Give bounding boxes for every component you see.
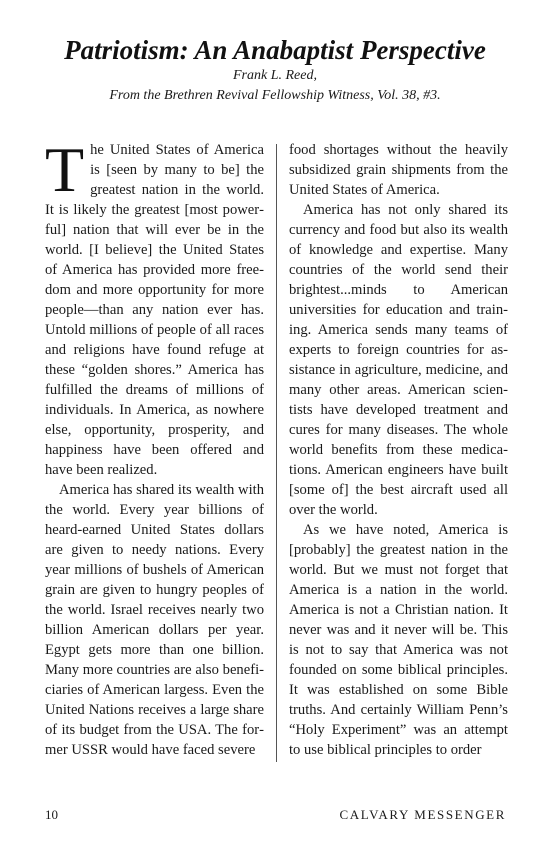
article-source: From the Brethren Revival Fellowship Witness, Vol. 38, #3. xyxy=(109,88,441,103)
article-author: Frank L. Reed, xyxy=(233,68,317,83)
page-number: 10 xyxy=(45,807,58,822)
right-column xyxy=(289,140,508,760)
drop-cap: T xyxy=(45,134,85,205)
paragraph xyxy=(45,134,264,480)
paragraph: America has shared its wealth with the world. Every year billions of heard-earned United States dollars are given to needy nations. Every year millions of bushels of American grain are given to hungry peoples of the world. Israel receives nearly two billion American dollars per year. Egypt gets more than one billion. Many more countries are also beneficiaries of American largess. Even the United Nations receives a large share of its budget from the USA. The former USSR would have faced severe xyxy=(45,482,264,758)
publication-name: CALVARY MESSENGER xyxy=(339,807,506,822)
paragraph-text: he United States of America is [seen by many to be] the greatest nation in the world. It is likely the greatest [most powerful] nation that will ever be in the world. [I believe] the United States of America has provided more freedom and more opportunity for more people—than any nation ever has. Untold millions of people of all races and religions have found refuge at these “golden shores.” America has fulfilled the dreams of millions of individuals. In America, as nowhere else, opportunity, prosperity, and happiness have been offered and have been realized. xyxy=(45,142,264,478)
paragraph: America has not only shared its currency and food but also its wealth of knowledge and expertise. Many countries of the world send their brightest...minds to American universities for education and training. America sends many teams of experts to foreign countries for assistance in agriculture, medicine, and many other areas. American scientists have developed treatment and cures for many diseases. The whole world benefits from these medications. American engineers have built [some of] the best aircraft used all over the world. xyxy=(289,202,508,518)
left-column xyxy=(45,134,264,760)
paragraph: As we have noted, America is [probably] the greatest nation in the world. But we must not forget that America is a nation in the world. America is not a Christian nation. It never was and it never will be. This is not to say that America was not founded on some biblical principles. It was established on some Bible truths. And certainly William Penn’s “Holy Experiment” was an attempt to use biblical principles to order xyxy=(289,522,508,758)
article-title: Patriotism: An Anabaptist Perspective xyxy=(64,35,486,65)
column-divider xyxy=(276,144,277,762)
paragraph: food shortages without the heavily subsidized grain shipments from the United States of America. xyxy=(289,142,508,198)
